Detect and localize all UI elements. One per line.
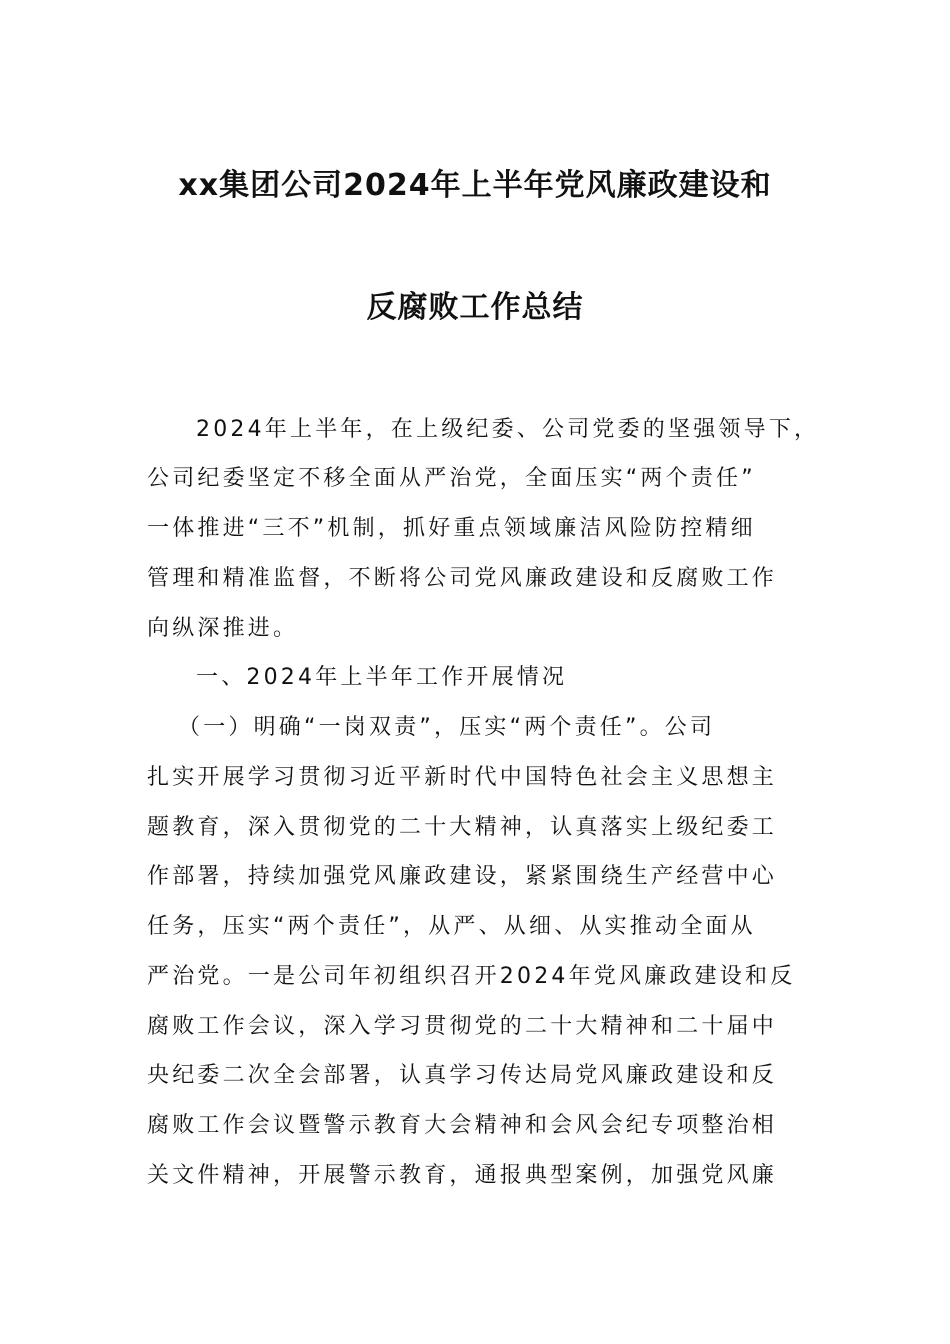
section-heading: 一、2024年上半年工作开展情况: [196, 665, 568, 690]
paragraph-line: 央纪委二次全会部署，认真学习传达局党风廉政建设和反: [147, 1063, 778, 1088]
paragraph-line: 一体推进“三不”机制，抓好重点领域廉洁风险防控精细: [147, 516, 756, 541]
document-title-line-1: xx集团公司2024年上半年党风廉政建设和: [178, 168, 772, 203]
paragraph-line: 关文件精神，开展警示教育，通报典型案例，加强党风廉: [147, 1163, 778, 1188]
paragraph-line: 扎实开展学习贯彻习近平新时代中国特色社会主义思想主: [147, 765, 778, 790]
paragraph-line: 严治党。一是公司年初组织召开2024年党风廉政建设和反: [147, 964, 796, 989]
paragraph-line: 任务，压实“两个责任”，从严、从细、从实推动全面从: [147, 914, 756, 939]
paragraph-line: 公司纪委坚定不移全面从严治党，全面压实“两个责任”: [147, 466, 756, 491]
paragraph-line: 作部署，持续加强党风廉政建设，紧紧围绕生产经营中心: [147, 864, 778, 889]
paragraph-line: 向纵深推进。: [147, 616, 299, 641]
paragraph-line: （一）明确“一岗双责”，压实“两个责任”。公司: [178, 715, 716, 740]
paragraph-line: 2024年上半年，在上级纪委、公司党委的坚强领导下，: [196, 417, 820, 442]
paragraph-line: 管理和精准监督，不断将公司党风廉政建设和反腐败工作: [147, 566, 778, 591]
document-title-line-2: 反腐败工作总结: [366, 290, 584, 325]
paragraph-line: 腐败工作会议暨警示教育大会精神和会风会纪专项整治相: [147, 1113, 778, 1138]
paragraph-line: 腐败工作会议，深入学习贯彻党的二十大精神和二十届中: [147, 1014, 778, 1039]
paragraph-line: 题教育，深入贯彻党的二十大精神，认真落实上级纪委工: [147, 815, 778, 840]
